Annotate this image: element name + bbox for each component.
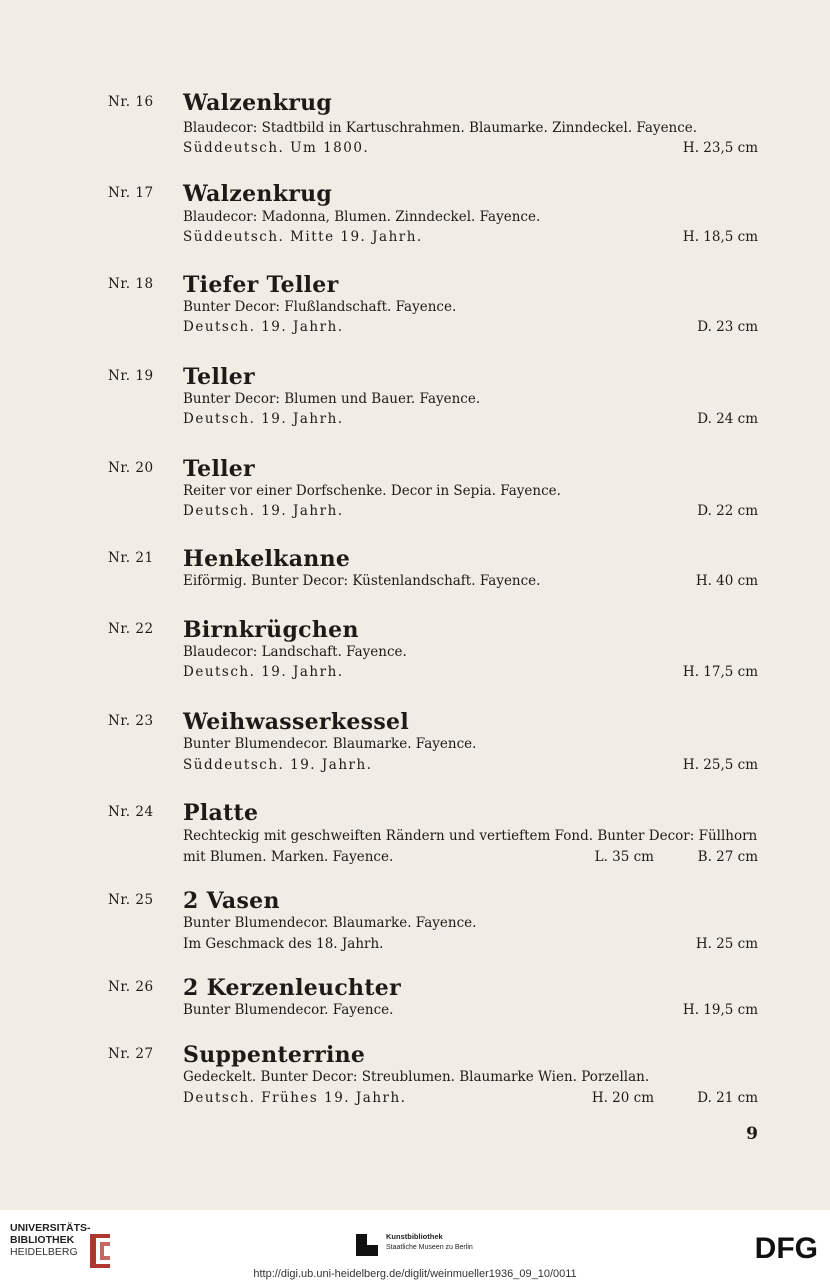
entry-origin: Deutsch. 19. Jahrh. bbox=[183, 503, 344, 519]
university-seal-icon bbox=[86, 1230, 114, 1270]
entry-description: Bunter Decor: Flußlandschaft. Fayence. bbox=[183, 299, 457, 315]
entry-measure: D. 23 cm bbox=[697, 319, 758, 335]
uni-name-line1: UNIVERSITÄTS- bbox=[10, 1222, 91, 1234]
kunst-subtitle: Staatliche Museen zu Berlin bbox=[386, 1244, 473, 1251]
entry-title: 2 Vasen bbox=[183, 888, 280, 914]
entry-title: Weihwasserkessel bbox=[183, 709, 409, 735]
entry-description: Gedeckelt. Bunter Decor: Streublumen. Blaumarke Wien. Porzellan. bbox=[183, 1069, 650, 1085]
entry-title: Suppenterrine bbox=[183, 1042, 366, 1068]
entry-number: Nr. 16 bbox=[108, 94, 154, 110]
entry-description: Reiter vor einer Dorfschenke. Decor in Sepia. Fayence. bbox=[183, 483, 561, 499]
entry-number: Nr. 17 bbox=[108, 185, 154, 201]
entry-description: Blaudecor: Madonna, Blumen. Zinndeckel. Fayence. bbox=[183, 209, 541, 225]
entry-measure: H. 25,5 cm bbox=[682, 757, 758, 773]
entry-title: Walzenkrug bbox=[183, 90, 333, 116]
entry-title: Platte bbox=[183, 800, 259, 826]
entry-measure: D. 24 cm bbox=[697, 411, 758, 427]
kunst-title: Kunstbibliothek bbox=[386, 1232, 443, 1241]
entry-description: Rechteckig mit geschweiften Rändern und vertieftem Fond. Bunter Decor: Füllhorn bbox=[183, 828, 758, 844]
entry-measure: H. 23,5 cm bbox=[682, 140, 758, 156]
entry-measure: H. 40 cm bbox=[695, 573, 758, 589]
entry-number: Nr. 23 bbox=[108, 713, 154, 729]
entry-description: Bunter Decor: Blumen und Bauer. Fayence. bbox=[183, 391, 481, 407]
source-url[interactable]: http://digi.ub.uni-heidelberg.de/diglit/weinmueller1936_09_10/0011 bbox=[253, 1268, 577, 1280]
entry-description: mit Blumen. Marken. Fayence. bbox=[183, 849, 394, 865]
entry-measure: H. 17,5 cm bbox=[682, 664, 758, 680]
kunstbibliothek-icon bbox=[356, 1234, 378, 1256]
entry-origin: Deutsch. 19. Jahrh. bbox=[183, 664, 344, 680]
entry-number: Nr. 27 bbox=[108, 1046, 154, 1062]
entry-origin: Im Geschmack des 18. Jahrh. bbox=[183, 936, 384, 952]
entry-origin: Süddeutsch. 19. Jahrh. bbox=[183, 757, 373, 773]
entry-description: Bunter Blumendecor. Blaumarke. Fayence. bbox=[183, 736, 477, 752]
entry-number: Nr. 18 bbox=[108, 276, 154, 292]
entry-title: Teller bbox=[183, 364, 255, 390]
entry-title: Walzenkrug bbox=[183, 181, 333, 207]
entry-description: Blaudecor: Stadtbild in Kartuschrahmen. Blaumarke. Zinndeckel. Fayence. bbox=[183, 120, 698, 136]
entry-number: Nr. 24 bbox=[108, 804, 154, 820]
entry-title: Teller bbox=[183, 456, 255, 482]
entry-description: Eiförmig. Bunter Decor: Küstenlandschaft. Fayence. bbox=[183, 573, 541, 589]
entry-title: Henkelkanne bbox=[183, 546, 351, 572]
entry-measure: H. 19,5 cm bbox=[682, 1002, 758, 1018]
entry-description: Bunter Blumendecor. Fayence. bbox=[183, 1002, 394, 1018]
entry-number: Nr. 26 bbox=[108, 979, 154, 995]
uni-name-line2: BIBLIOTHEK bbox=[10, 1234, 75, 1246]
entry-measure: H. 18,5 cm bbox=[682, 229, 758, 245]
entry-origin: Deutsch. Frühes 19. Jahrh. bbox=[183, 1090, 407, 1106]
entry-description: Blaudecor: Landschaft. Fayence. bbox=[183, 644, 407, 660]
entry-measure: D. 22 cm bbox=[697, 503, 758, 519]
entry-measure: B. 27 cm bbox=[697, 849, 758, 865]
kunstbibliothek-logo[interactable] bbox=[386, 1232, 473, 1253]
entry-number: Nr. 19 bbox=[108, 368, 154, 384]
entry-title: 2 Kerzenleuchter bbox=[183, 975, 401, 1001]
entry-measure: L. 35 cm bbox=[594, 849, 654, 865]
entry-origin: Deutsch. 19. Jahrh. bbox=[183, 319, 344, 335]
entry-measure: D. 21 cm bbox=[697, 1090, 758, 1106]
university-library-logo[interactable] bbox=[10, 1222, 91, 1258]
entry-measure: H. 20 cm bbox=[591, 1090, 654, 1106]
entry-title: Tiefer Teller bbox=[183, 272, 339, 298]
dfg-logo[interactable]: DFG bbox=[754, 1232, 818, 1265]
entry-origin: Süddeutsch. Um 1800. bbox=[183, 140, 370, 156]
entry-number: Nr. 20 bbox=[108, 460, 154, 476]
entry-description: Bunter Blumendecor. Blaumarke. Fayence. bbox=[183, 915, 477, 931]
uni-name-line3: HEIDELBERG bbox=[10, 1246, 78, 1258]
entry-measure: H. 25 cm bbox=[695, 936, 758, 952]
entry-title: Birnkrügchen bbox=[183, 617, 359, 643]
footer-bar bbox=[0, 1210, 830, 1283]
entry-number: Nr. 22 bbox=[108, 621, 154, 637]
entry-number: Nr. 25 bbox=[108, 892, 154, 908]
entry-number: Nr. 21 bbox=[108, 550, 154, 566]
entry-origin: Deutsch. 19. Jahrh. bbox=[183, 411, 344, 427]
entry-origin: Süddeutsch. Mitte 19. Jahrh. bbox=[183, 229, 423, 245]
page-number: 9 bbox=[746, 1124, 758, 1144]
